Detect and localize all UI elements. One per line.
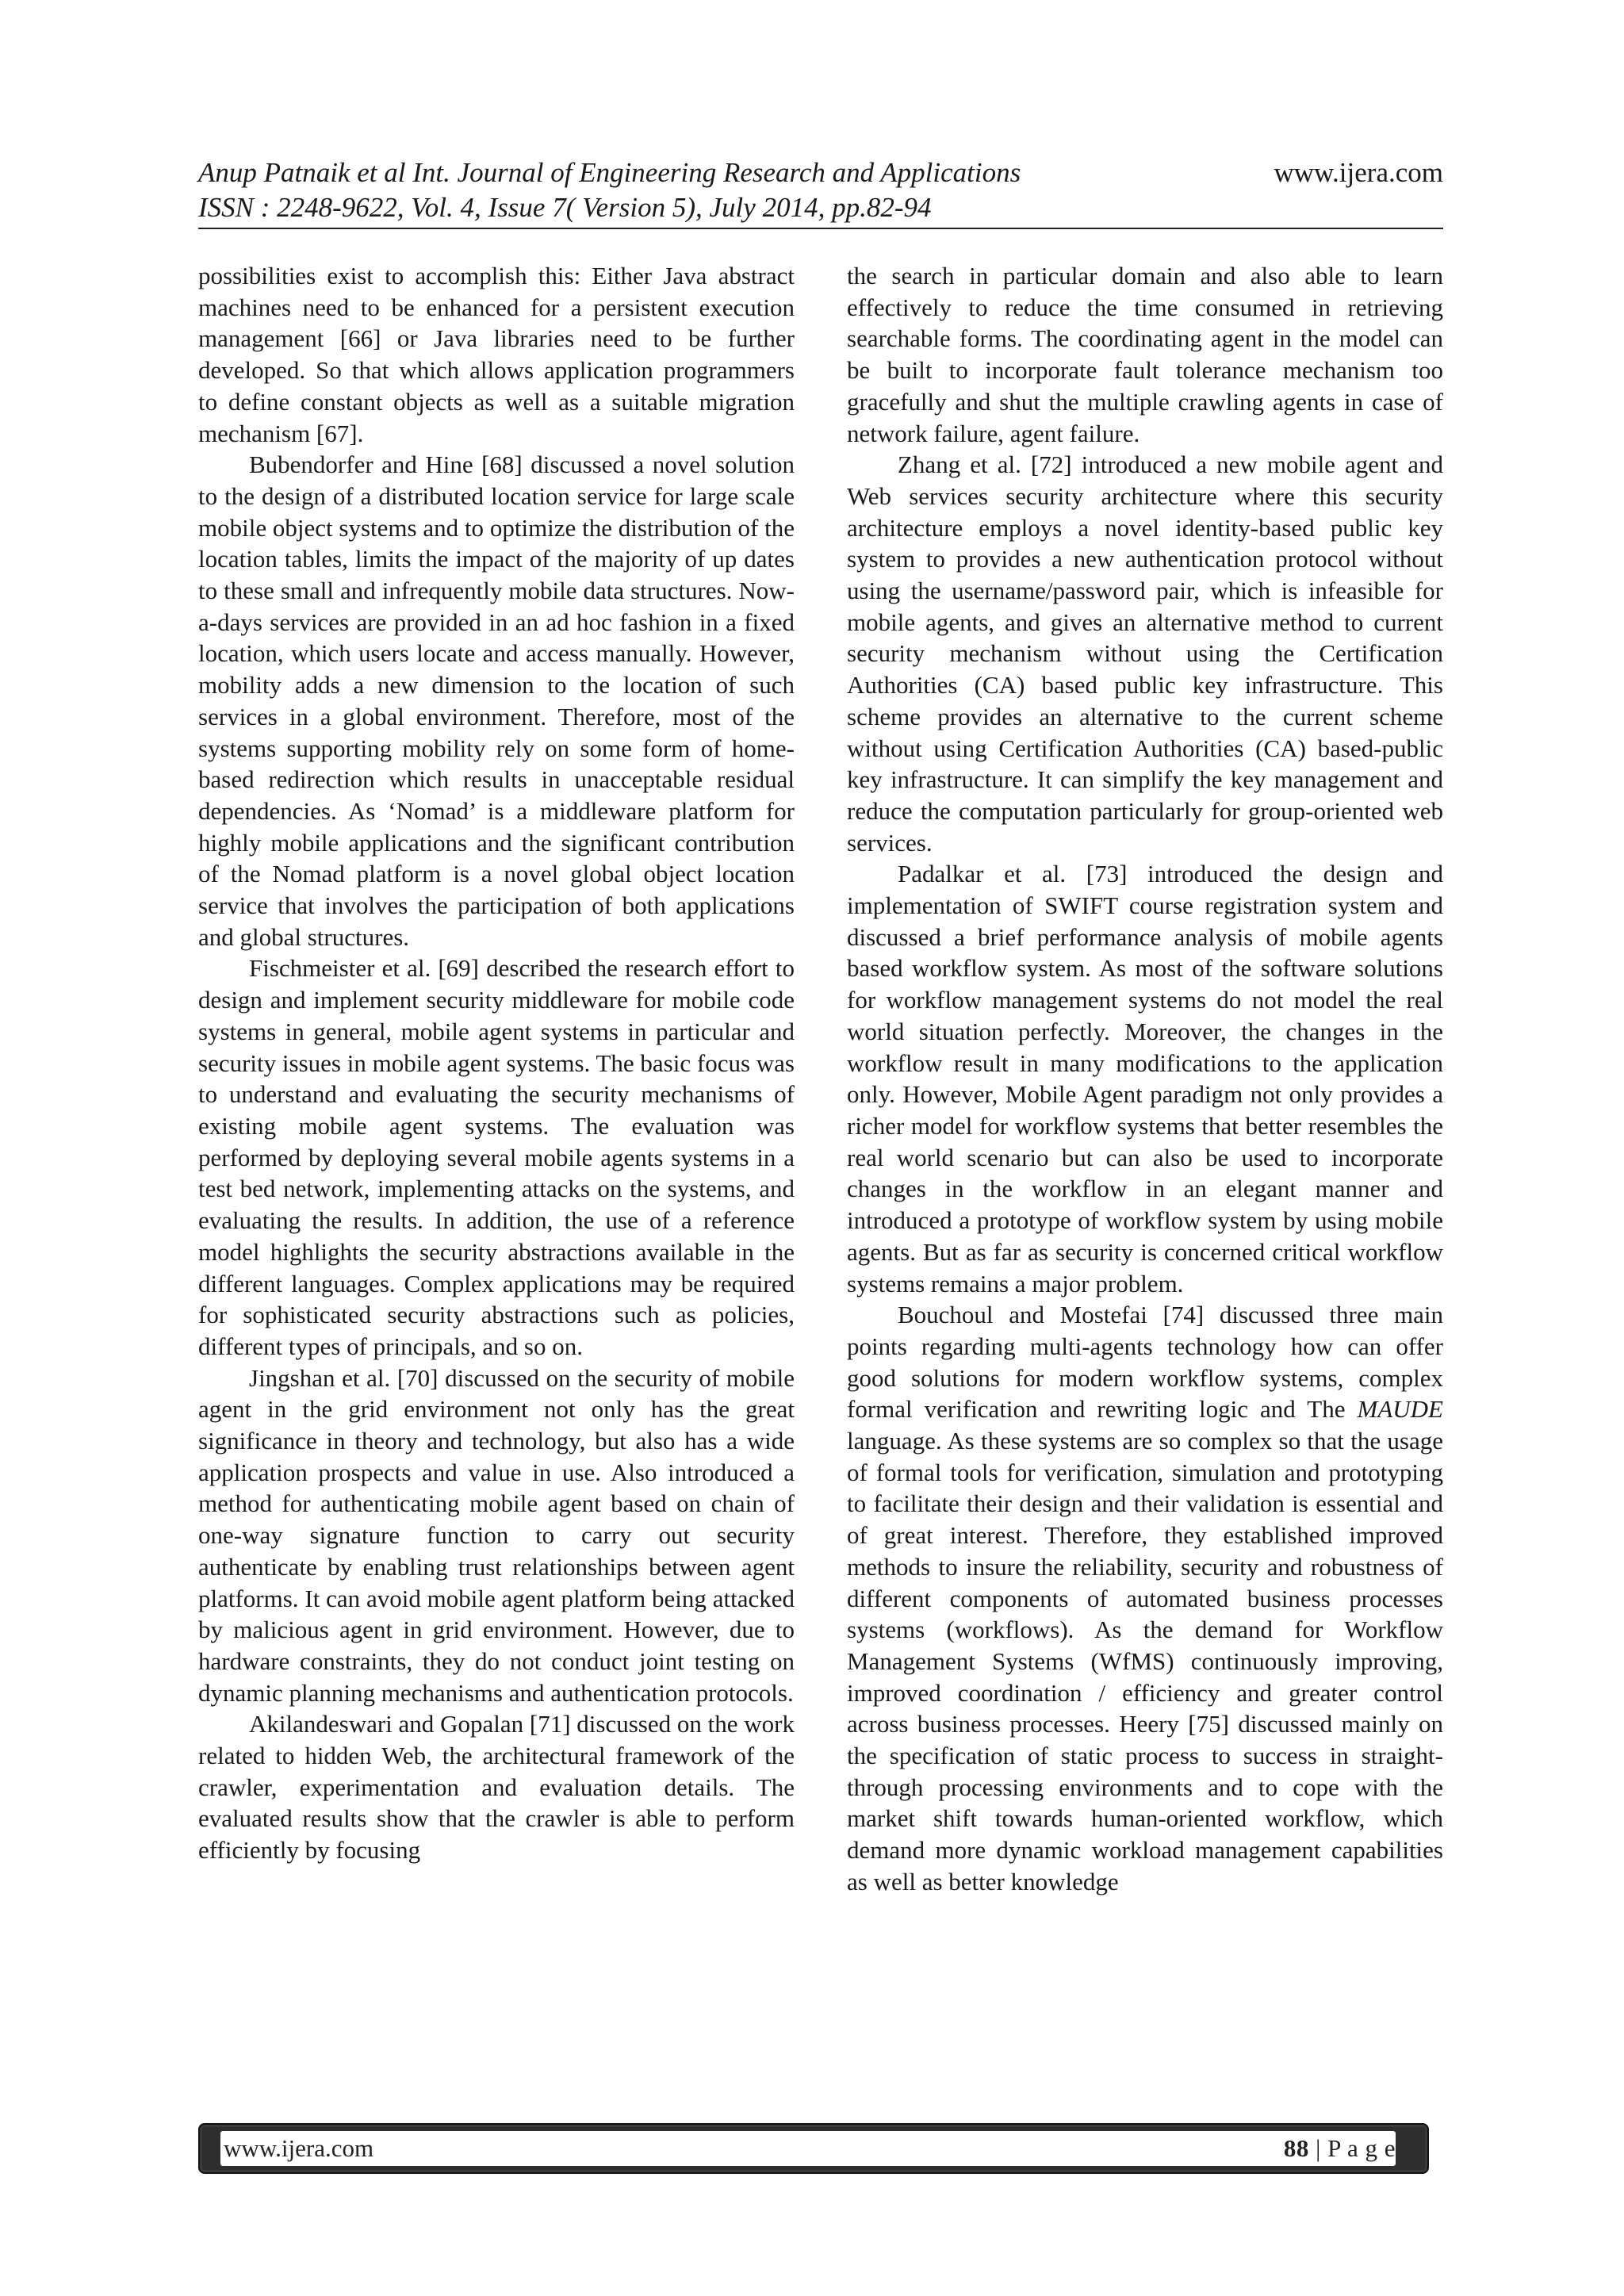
paragraph-jingshan: Jingshan et al. [70] discussed on the security of mobile agent in the grid environment not only has the great significance in theory and technology, but also has a wide application prospects and value in use. Also introduced a method for authenticating mobile agent based on chain of one-way signature function to carry out security authenticate by enabling trust relationships between agent platforms. It can avoid mobile agent platform being attacked by malicious agent in grid environment. However, due to hardware constraints, they do not conduct joint testing on dynamic planning mechanisms and authentication protocols. xyxy=(198,1363,795,1707)
header-row-1 xyxy=(198,155,1443,190)
journal-citation: Anup Patnaik et al Int. Journal of Engineering Research and Applications xyxy=(198,157,1021,188)
right-column xyxy=(847,260,1443,1898)
maude-term: MAUDE xyxy=(1357,1395,1443,1424)
paragraph-bouchoul xyxy=(847,1299,1443,1897)
header-rule xyxy=(198,228,1443,229)
page-label: | P a g e xyxy=(1308,2134,1396,2162)
page-indicator xyxy=(1284,2134,1396,2163)
left-column xyxy=(198,260,795,1866)
page-number: 88 xyxy=(1283,2134,1309,2162)
running-header xyxy=(198,155,1443,225)
paragraph-bubendorfer: Bubendorfer and Hine [68] discussed a novel solution to the design of a distributed location service for large scale mobile object systems and to optimize the distribution of the location tables, limits the impact of the majority of up dates to these small and infrequently mobile data structures. Now-a-days services are provided in an ad hoc fashion in a fixed location, which users locate and access manually. However, mobility adds a new dimension to the location of such services in a global environment. Therefore, most of the systems supporting mobility rely on some form of home-based redirection which results in unacceptable residual dependencies. As ‘Nomad’ is a middleware platform for highly mobile applications and the significant contribution of the Nomad platform is a novel global object location service that involves the participation of both applications and global structures. xyxy=(198,450,795,951)
footer-website: www.ijera.com xyxy=(224,2134,374,2162)
paragraph-fischmeister: Fischmeister et al. [69] described the research effort to design and implement security middleware for mobile code systems in general, mobile agent systems in particular and security issues in mobile agent systems. The basic focus was to understand and evaluating the security mechanisms of existing mobile agent systems. The evaluation was performed by deploying several mobile agents systems in a test bed network, implementing attacks on the systems, and evaluating the results. In addition, the use of a reference model highlights the security abstractions available in the different languages. Complex applications may be required for sophisticated security abstractions such as policies, different types of principals, and so on. xyxy=(198,954,795,1360)
journal-website: www.ijera.com xyxy=(1274,157,1443,188)
paragraph-continuation: possibilities exist to accomplish this: Either Java abstract machines need to be enhanced for a persistent execution management [66] or Java libraries need to be further developed. So that which allows application programmers to define constant objects as well as a suitable migration mechanism [67]. xyxy=(198,262,795,447)
page-footer xyxy=(198,2123,1429,2174)
bouchoul-text-a: Bouchoul and Mostefai [74] discussed three main points regarding multi-agents technology how can offer good solutions for modern workflow systems, complex formal verification and rewriting logic and The xyxy=(847,1301,1443,1424)
bouchoul-text-b: language. As these systems are so complex so that the usage of formal tools for verification, simulation and prototyping to facilitate their design and their validation is essential and of great interest. Therefore, they established improved methods to insure the reliability, security and robustness of different components of automated business processes systems (workflows). As the demand for Workflow Management Systems (WfMS) continuously improving, improved coordination / efficiency and greater control across business processes. Heery [75] discussed mainly on the specification of static process to success in straight-through processing environments and to cope with the market shift towards human-oriented workflow, which demand more dynamic workload management capabilities as well as better knowledge xyxy=(847,1427,1443,1895)
footer-panel xyxy=(220,2131,1396,2166)
paragraph-zhang: Zhang et al. [72] introduced a new mobile agent and Web services security architecture where this security architecture employs a novel identity-based public key system to provides a new authentication protocol without using the username/password pair, which is infeasible for mobile agents, and gives an alternative method to current security mechanism without using the Certification Authorities (CA) based public key infrastructure. This scheme provides an alternative to the current scheme without using Certification Authorities (CA) based-public key infrastructure. It can simplify the key management and reduce the computation particularly for group-oriented web services. xyxy=(847,450,1443,857)
issn-line: ISSN : 2248-9622, Vol. 4, Issue 7( Version 5), July 2014, pp.82-94 xyxy=(198,192,932,223)
paragraph-crawler-continuation: the search in particular domain and also able to learn effectively to reduce the time consumed in retrieving searchable forms. The coordinating agent in the model can be built to incorporate fault tolerance mechanism too gracefully and shut the multiple crawling agents in case of network failure, agent failure. xyxy=(847,262,1443,447)
paragraph-padalkar: Padalkar et al. [73] introduced the design and implementation of SWIFT course registration system and discussed a brief performance analysis of mobile agents based workflow system. As most of the software solutions for workflow management systems do not model the real world situation perfectly. Moreover, the changes in the workflow result in many modifications to the application only. However, Mobile Agent paradigm not only provides a richer model for workflow systems that better resembles the real world scenario but can also be used to incorporate changes in the workflow in an elegant manner and introduced a prototype of workflow system by using mobile agents. But as far as security is concerned critical workflow systems remains a major problem. xyxy=(847,860,1443,1297)
paragraph-akilandeswari: Akilandeswari and Gopalan [71] discussed on the work related to hidden Web, the architectural framework of the crawler, experimentation and evaluation details. The evaluated results show that the crawler is able to perform efficiently by focusing xyxy=(198,1710,795,1865)
